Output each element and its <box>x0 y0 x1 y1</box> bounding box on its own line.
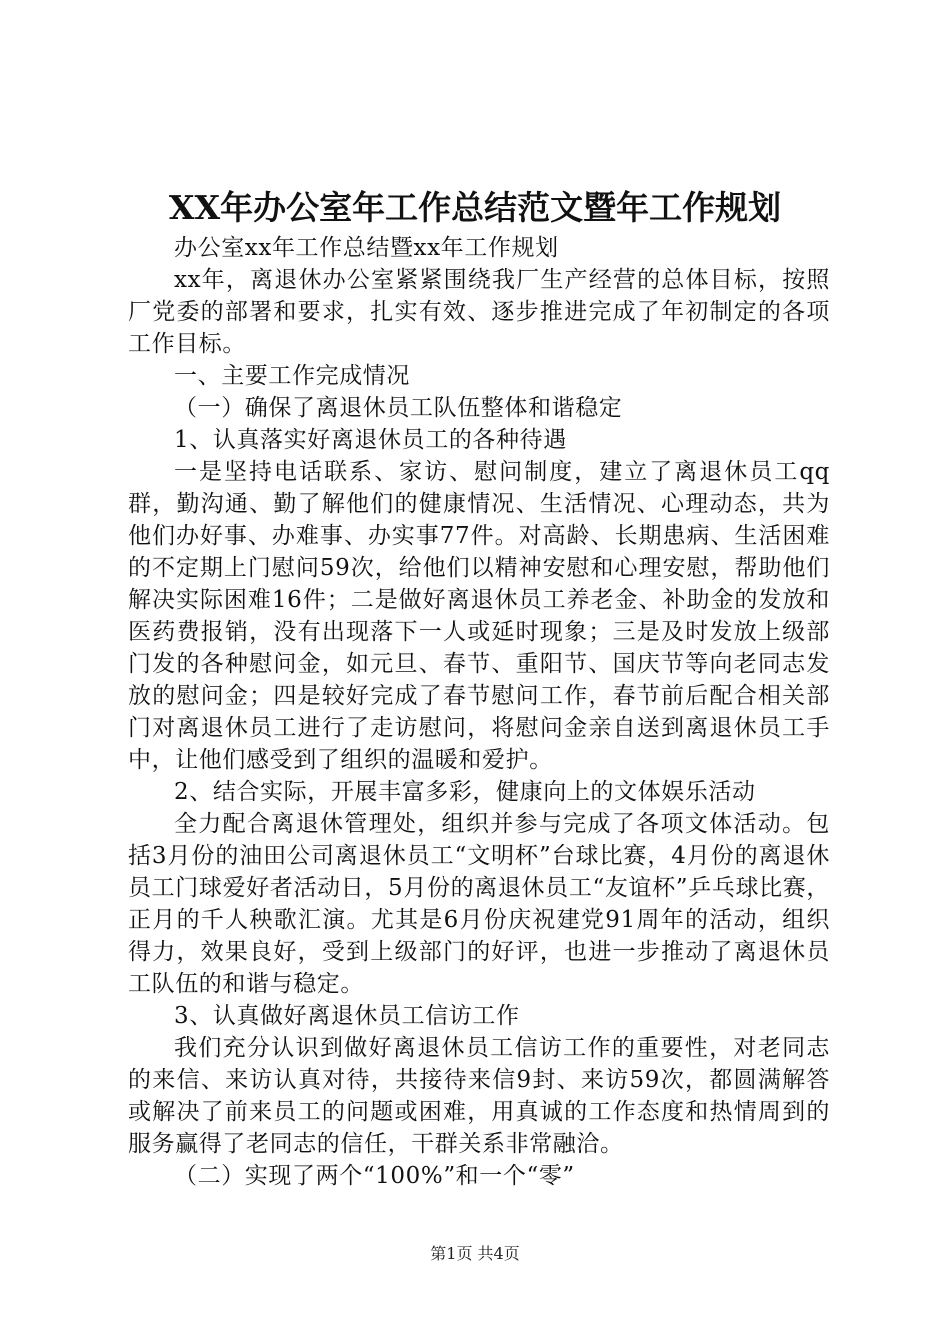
heading-item-1: 1、认真落实好离退休员工的各种待遇 <box>174 427 567 453</box>
page-number-footer: 第1页 共4页 <box>430 1244 520 1263</box>
paragraph-subtitle: 办公室xx年工作总结暨xx年工作规划 <box>174 235 559 261</box>
paragraph-intro: xx年，离退休办公室紧紧围绕我厂生产经营的总体目标，按照厂党委的部署和要求，扎实有效、逐步推进完成了年初制定的各项工作目标。 <box>128 267 830 357</box>
document-body <box>128 232 830 1192</box>
heading-section-2: （二）实现了两个“100%”和一个“零” <box>174 1163 575 1189</box>
document-title: XX年办公室年工作总结范文暨年工作规划 <box>168 188 782 227</box>
heading-item-3: 3、认真做好离退休员工信访工作 <box>174 1003 520 1029</box>
paragraph-item-3: 我们充分认识到做好离退休员工信访工作的重要性，对老同志的来信、来访认真对待，共接待来信9封、来访59次，都圆满解答或解决了前来员工的问题或困难，用真诚的工作态度和热情周到的服务赢得了老同志的信任，干群关系非常融洽。 <box>128 1035 830 1157</box>
paragraph-item-1: 一是坚持电话联系、家访、慰问制度，建立了离退休员工qq群，勤沟通、勤了解他们的健康情况、生活情况、心理动态，共为他们办好事、办难事、办实事77件。对高龄、长期患病、生活困难的不定期上门慰问59次，给他们以精神安慰和心理安慰，帮助他们解决实际困难16件；二是做好离退休员工养老金、补助金的发放和医药费报销，没有出现落下一人或延时现象；三是及时发放上级部门发的各种慰问金，如元旦、春节、重阳节、国庆节等向老同志发放的慰问金；四是较好完成了春节慰问工作，春节前后配合相关部门对离退休员工进行了走访慰问，将慰问金亲自送到离退休员工手中，让他们感受到了组织的温暖和爱护。 <box>128 459 830 773</box>
paragraph-item-2: 全力配合离退休管理处，组织并参与完成了各项文体活动。包括3月份的油田公司离退休员工“文明杯”台球比赛，4月份的离退休员工门球爱好者活动日，5月份的离退休员工“友谊杯”乒乓球比赛，正月的千人秧歌汇演。尤其是6月份庆祝建党91周年的活动，组织得力，效果良好，受到上级部门的好评，也进一步推动了离退休员工队伍的和谐与稳定。 <box>128 811 830 997</box>
heading-item-2: 2、结合实际，开展丰富多彩，健康向上的文体娱乐活动 <box>174 779 756 805</box>
heading-section-1: （一）确保了离退休员工队伍整体和谐稳定 <box>174 395 623 421</box>
heading-main-work: 一、主要工作完成情况 <box>174 363 410 389</box>
